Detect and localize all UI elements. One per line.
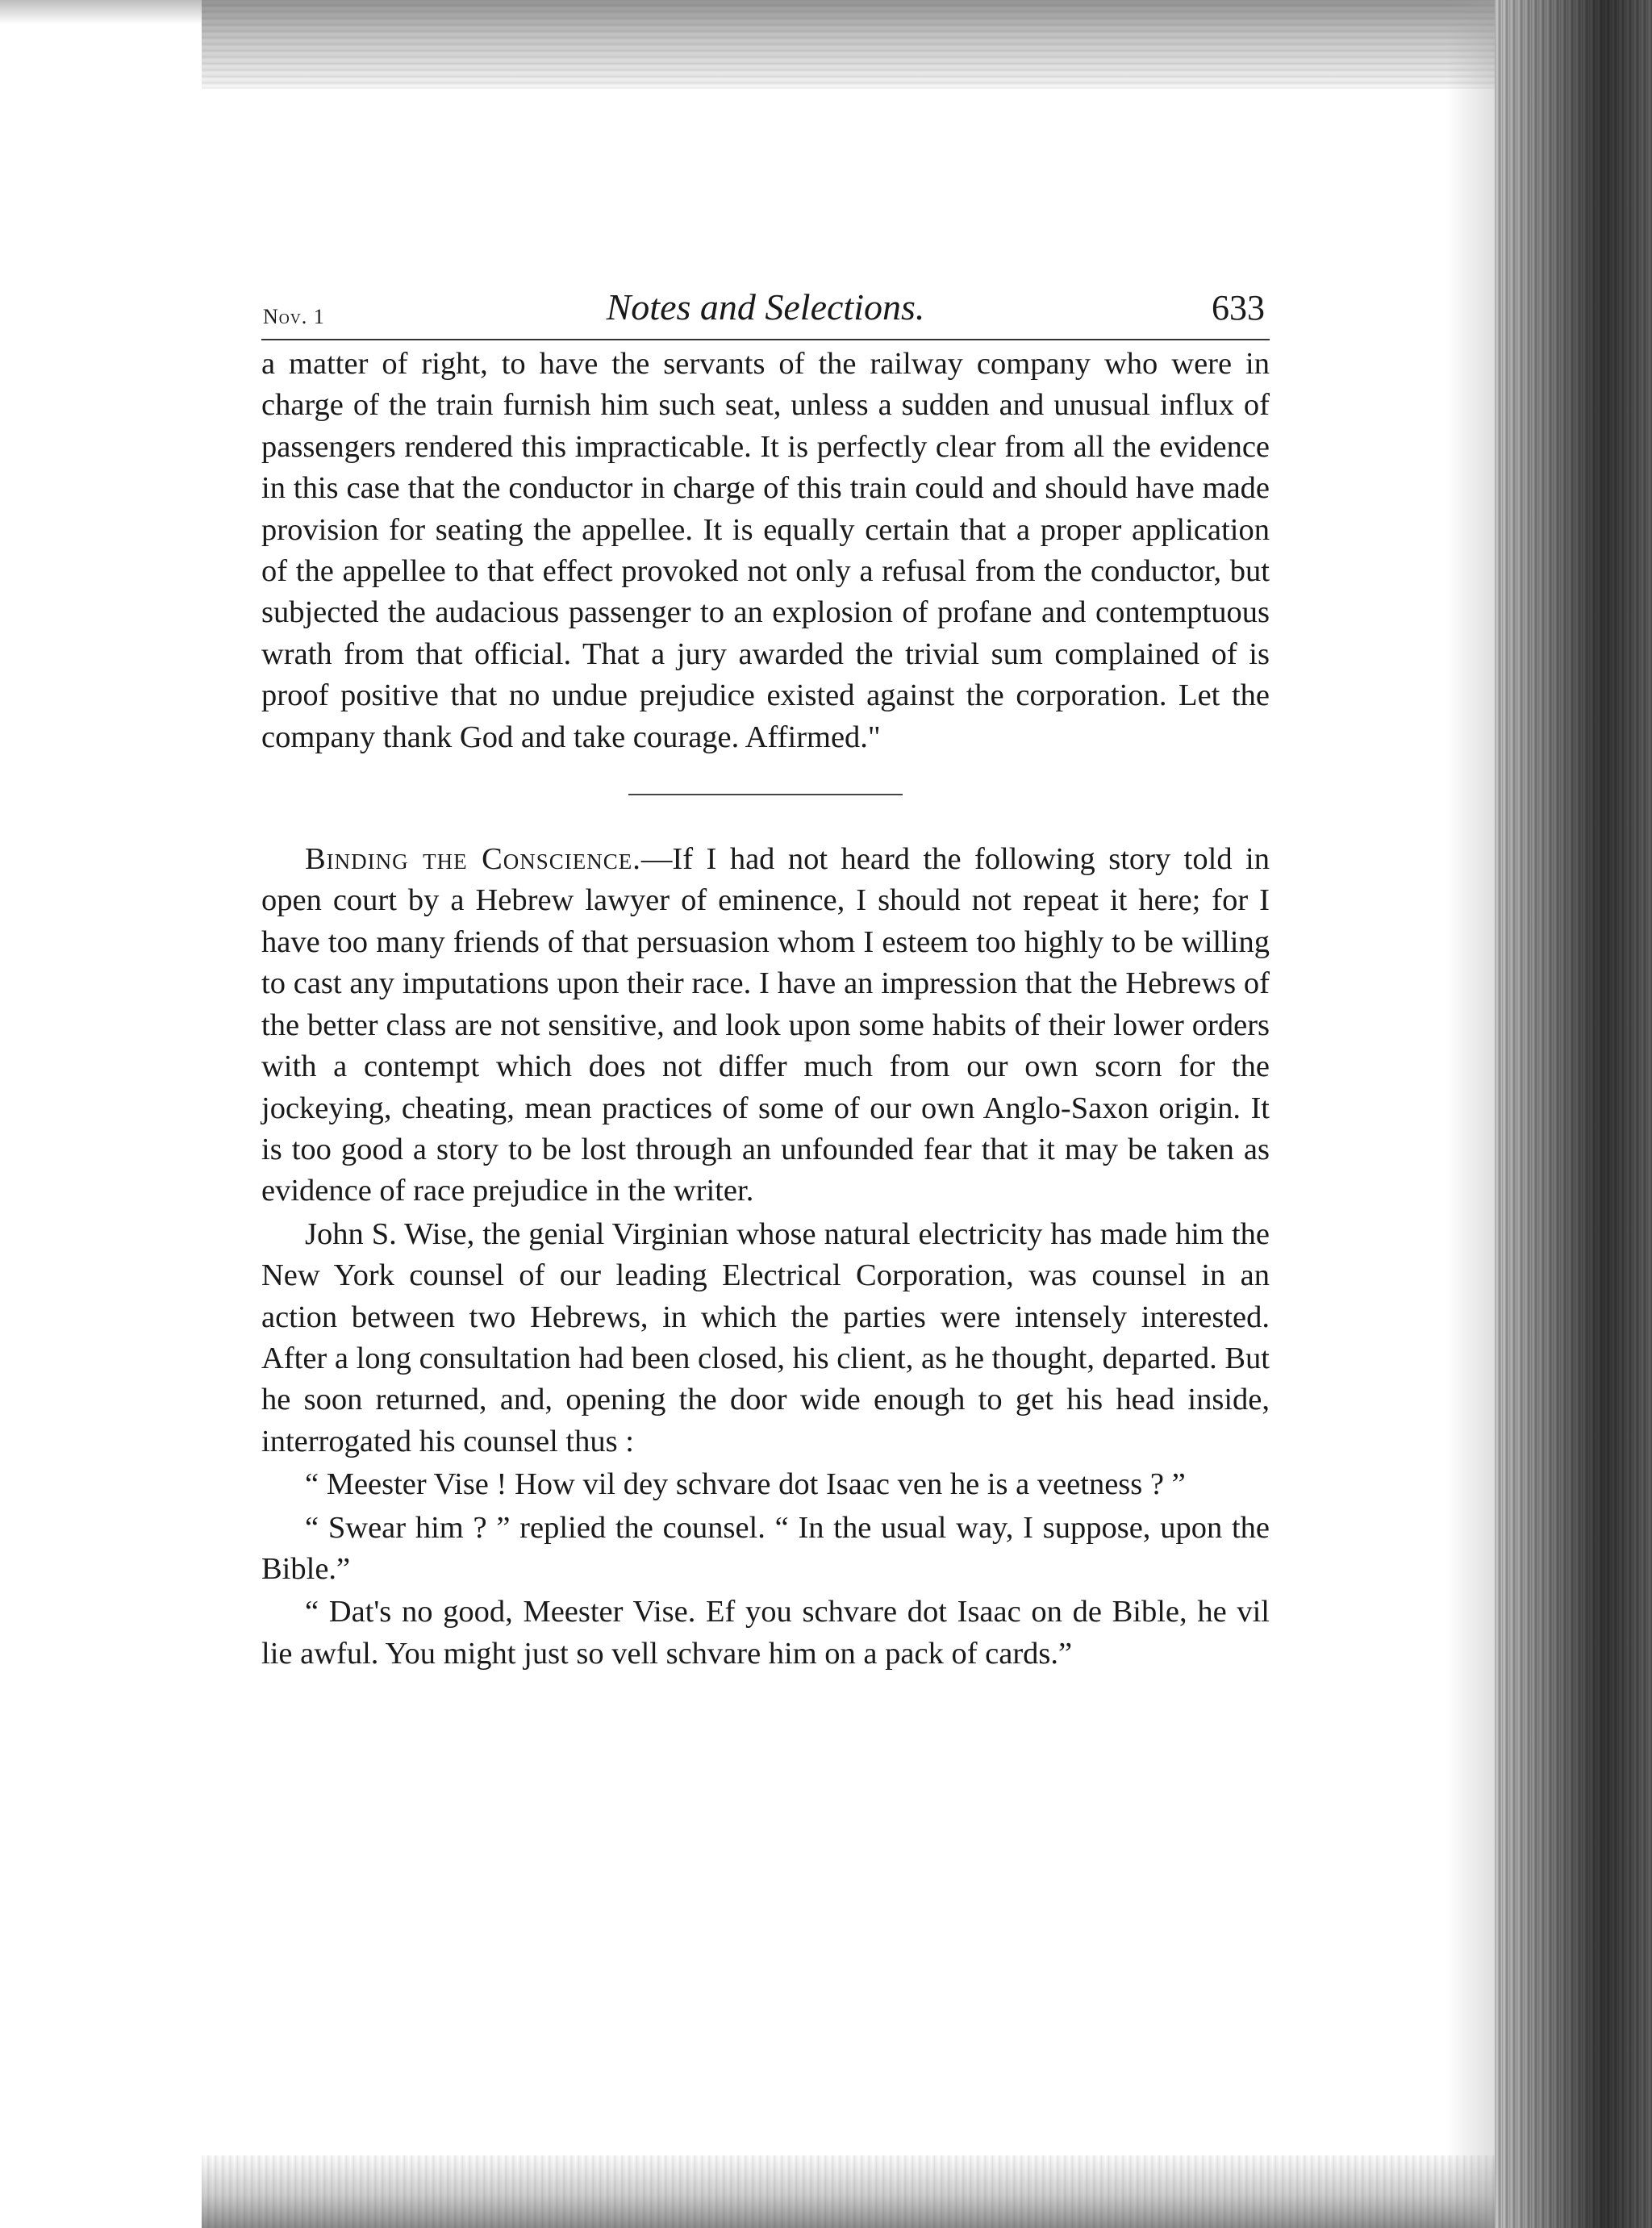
scan-shadow-bottom: [202, 2155, 1495, 2228]
scan-shadow-right: [1495, 0, 1652, 2228]
running-head-date: Nov. 1: [263, 305, 325, 328]
dialogue-line-2: “ Swear him ? ” replied the counsel. “ In the usual way, I suppose, upon the Bible.”: [261, 1510, 1270, 1586]
article-paragraph-1: [261, 839, 1270, 1212]
article-paragraph-1-text: —If I had not heard the following story told in open court by a Hebrew lawyer of eminence, I should not repeat it here; for I have too many friends of that persuasion whom I esteem too highly to be willing to cast any imputations upon their race. I have an impression that the Hebrews of the better class are not sensitive, and look upon some habits of their lower orders with a contempt which does not differ much from our own scorn for the jockeying, cheating, mean practices of some of our own Anglo-Saxon origin. It is too good a story to be lost through an unfounded fear that it may be taken as evidence of race prejudice in the writer.: [261, 842, 1270, 1208]
dialogue-line-1: “ Meester Vise ! How vil dey schvare dot Isaac ven he is a veetness ? ”: [305, 1467, 1186, 1502]
section-divider: [628, 794, 903, 795]
continuation-paragraph: a matter of right, to have the servants of the railway company who were in charge of the train furnish him such seat, unless a sudden and unusual influx of passengers rendered this impracticable. It is perfectly clear from all the evidence in this case that the conductor in charge of this train could and should have made provision for seating the appellee. It is equally certain that a proper application of the appellee to that effect provoked not only a refusal from the conductor, but subjected the audacious passenger to an explosion of profane and contemptuous wrath from that official. That a jury awarded the trivial sum complained of is proof positive that no undue prejudice existed against the corporation. Let the company thank God and take courage. Affirmed.": [261, 347, 1270, 754]
dialogue-line-3: “ Dat's no good, Meester Vise. Ef you schvare dot Isaac on de Bible, he vil lie awful. You might just so vell schvare him on a pack of cards.”: [261, 1595, 1270, 1671]
running-head-title: Notes and Selections.: [606, 286, 925, 328]
scan-gutter-shade: [1446, 0, 1495, 2228]
book-page: [261, 282, 1270, 1675]
scan-shadow-top-left: [0, 0, 202, 24]
scan-shadow-top: [202, 0, 1495, 89]
article-paragraph-2: John S. Wise, the genial Virginian whose natural electricity has made him the New York counsel of our leading Electrical Corporation, was counsel in an action between two Hebrews, in which the parties were intensely interested. After a long consultation had been closed, his client, as he thought, departed. But he soon returned, and, opening the door wide enough to get his head inside, interrogated his counsel thus :: [261, 1216, 1270, 1458]
running-head: [261, 282, 1270, 340]
article-heading: Binding the Conscience.: [305, 842, 641, 877]
article: [261, 839, 1270, 1675]
page-number: 633: [1212, 288, 1265, 328]
